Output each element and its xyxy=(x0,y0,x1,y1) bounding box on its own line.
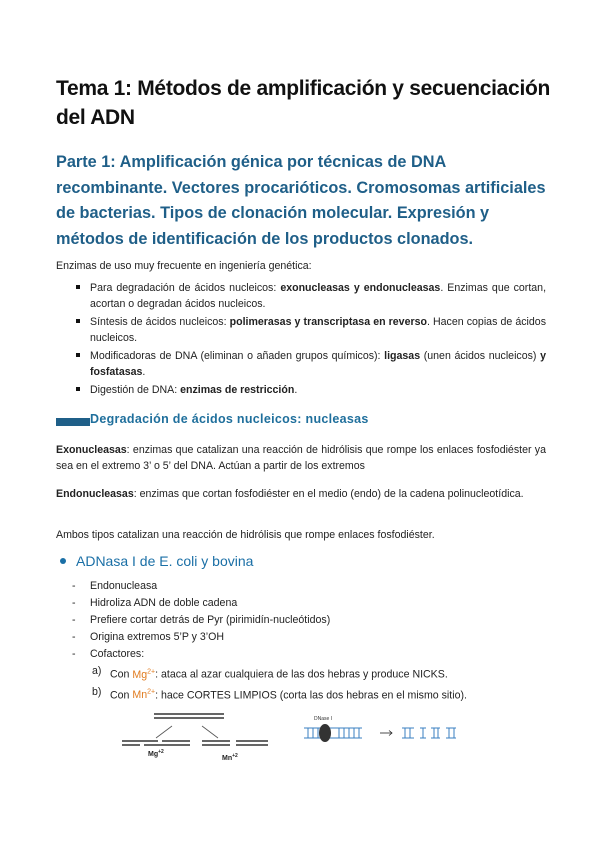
dna-mn-product xyxy=(202,741,268,745)
intro-text: Enzimas de uso muy frecuente en ingeniería genética: xyxy=(56,260,312,272)
arrow-icon xyxy=(156,726,218,738)
nuclease-diagram xyxy=(118,708,278,768)
list-item: - Endonucleasa xyxy=(72,580,158,592)
list-item: - Hidroliza ADN de doble cadena xyxy=(72,597,238,609)
bullet-dot-icon xyxy=(60,558,66,564)
bullet-square-icon xyxy=(76,387,80,391)
section-heading: Degradación de ácidos nucleicos: nucleasas xyxy=(90,412,369,426)
ion-label: $Mg^{2+}$ xyxy=(132,668,156,681)
dnase-enzyme-icon xyxy=(319,724,331,742)
dnase-diagram xyxy=(300,712,470,746)
both-paragraph: Ambos tipos catalizan una reacción de hidrólisis que rompe enlaces fosfodiéster. xyxy=(56,529,435,541)
bullet-square-icon xyxy=(76,319,80,323)
dna-helix xyxy=(304,728,362,738)
list-item: b) Con $Mn^{2+}$: hace CORTES LIMPIOS (corta las dos hebras en el mismo sitio). xyxy=(92,685,467,702)
list-item: Digestión de DNA: enzimas de restricción. xyxy=(56,382,546,398)
bullet-square-icon xyxy=(76,353,80,357)
list-item: Modificadoras de DNA (eliminan o añaden grupos químicos): ligasas (unen ácidos nucleicos) y fosfatasas. xyxy=(56,348,546,380)
list-item: - Cofactores: xyxy=(72,648,145,660)
bullet-square-icon xyxy=(76,285,80,289)
part-subtitle: Parte 1: Amplificación génica por técnicas de DNA recombinante. Vectores procarióticos. Cromosomas artificiales de bacterias. Tipos de clonación molecular. Expresión y métodos de identificación de los productos clonados. xyxy=(56,153,546,248)
endonuclease-paragraph: Endonucleasas: enzimas que cortan fosfodiéster en el medio (endo) de la cadena polinucleotídica. xyxy=(56,488,524,500)
list-item: - Prefiere cortar detrás de Pyr (pirimidín-nucleótidos) xyxy=(72,614,331,626)
mn-label: $Mn^{+2}$ xyxy=(222,753,238,762)
mg-label: $Mg^{+2}$ xyxy=(148,749,164,758)
list-item: Para degradación de ácidos nucleicos: exonucleasas y endonucleasas. Enzimas que cortan, acortan o degradan ácidos nucleicos. xyxy=(56,280,546,312)
dnase-properties xyxy=(72,578,330,663)
arrow-icon xyxy=(380,731,392,736)
list-item: - Origina extremos 5’P y 3’OH xyxy=(72,631,225,643)
list-item: a) Con $Mg^{2+}$: ataca al azar cualquiera de las dos hebras y produce NICKS. xyxy=(92,665,448,681)
list-item: Síntesis de ácidos nucleicos: polimerasas y transcriptasa en reverso. Hacen copias de ácidos nucleicos. xyxy=(56,314,546,346)
dna-fragments xyxy=(402,728,456,738)
page-title: Tema 1: Métodos de amplificación y secuenciación del ADN xyxy=(56,77,551,129)
cofactor-list xyxy=(92,663,467,704)
ion-label: $Mn^{2+}$ xyxy=(132,688,156,702)
section-bar xyxy=(56,418,90,426)
dnase-label: DNase I xyxy=(314,716,333,722)
dna-mg-product xyxy=(122,741,190,745)
dnase-heading: ADNasa I de E. coli y bovina xyxy=(56,553,253,569)
enzyme-list xyxy=(56,280,546,400)
exonuclease-paragraph: Exonucleasas: enzimas que catalizan una reacción de hidrólisis que rompe los enlaces fosfodiéster ya sea en el extremo 3’ o 5’ del DNA. Actúan a partir de los extremos xyxy=(56,444,546,472)
dna-top-duplex xyxy=(154,714,224,718)
